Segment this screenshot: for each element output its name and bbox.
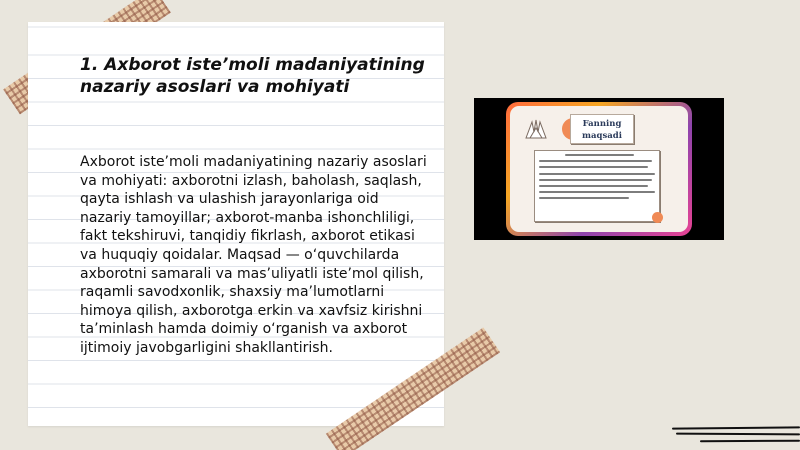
section-body-text: Axborot iste’moli madaniyatining nazariy asoslari va mohiyati: axborotni izlash, baholash, saqlash, qayta ishlash va ulashish jarayonlariga oid nazariy tamoyillar; axborot-manba ishonchliligi, fakt tekshiruvi, tanqidiy fikrlash, axborot etikasi va huquqiy qoidalar. Maqsad — o‘quvchilarda axborotni samarali va mas’uliyatli iste’mol qilish, raqamli savodxonlik, shaxsiy ma’lumotlarni himoya qilish, axborotga erkin va xavfsiz kirishni ta’minlash hamda doimiy o‘rganish va axborot ijtimoiy javobgarligini shakllantirish. [80,154,427,356]
slide-heading: Fanning maqsadi [570,114,634,144]
slide-text-line [539,160,652,162]
wing-logo-icon [524,118,548,140]
slide-card [510,106,688,232]
slide-text-line [539,179,652,181]
slide-gradient-border [506,102,692,236]
slide-accent-dot-small [652,212,663,223]
section-title: 1. Axborot iste’moli madaniyatining nazariy asoslari va mohiyati [80,55,425,97]
decor-stroke [700,440,800,443]
slide-text-line [565,154,635,156]
decor-stroke [676,433,800,436]
slide-text-block [534,150,660,222]
decor-stroke [672,426,800,429]
slide-text-line [539,185,648,187]
slide-text-line [539,173,655,175]
slide-text-line [539,166,648,168]
slide-text-line [539,197,629,199]
slide-text-line [539,191,655,193]
embedded-slide-image [474,98,724,240]
